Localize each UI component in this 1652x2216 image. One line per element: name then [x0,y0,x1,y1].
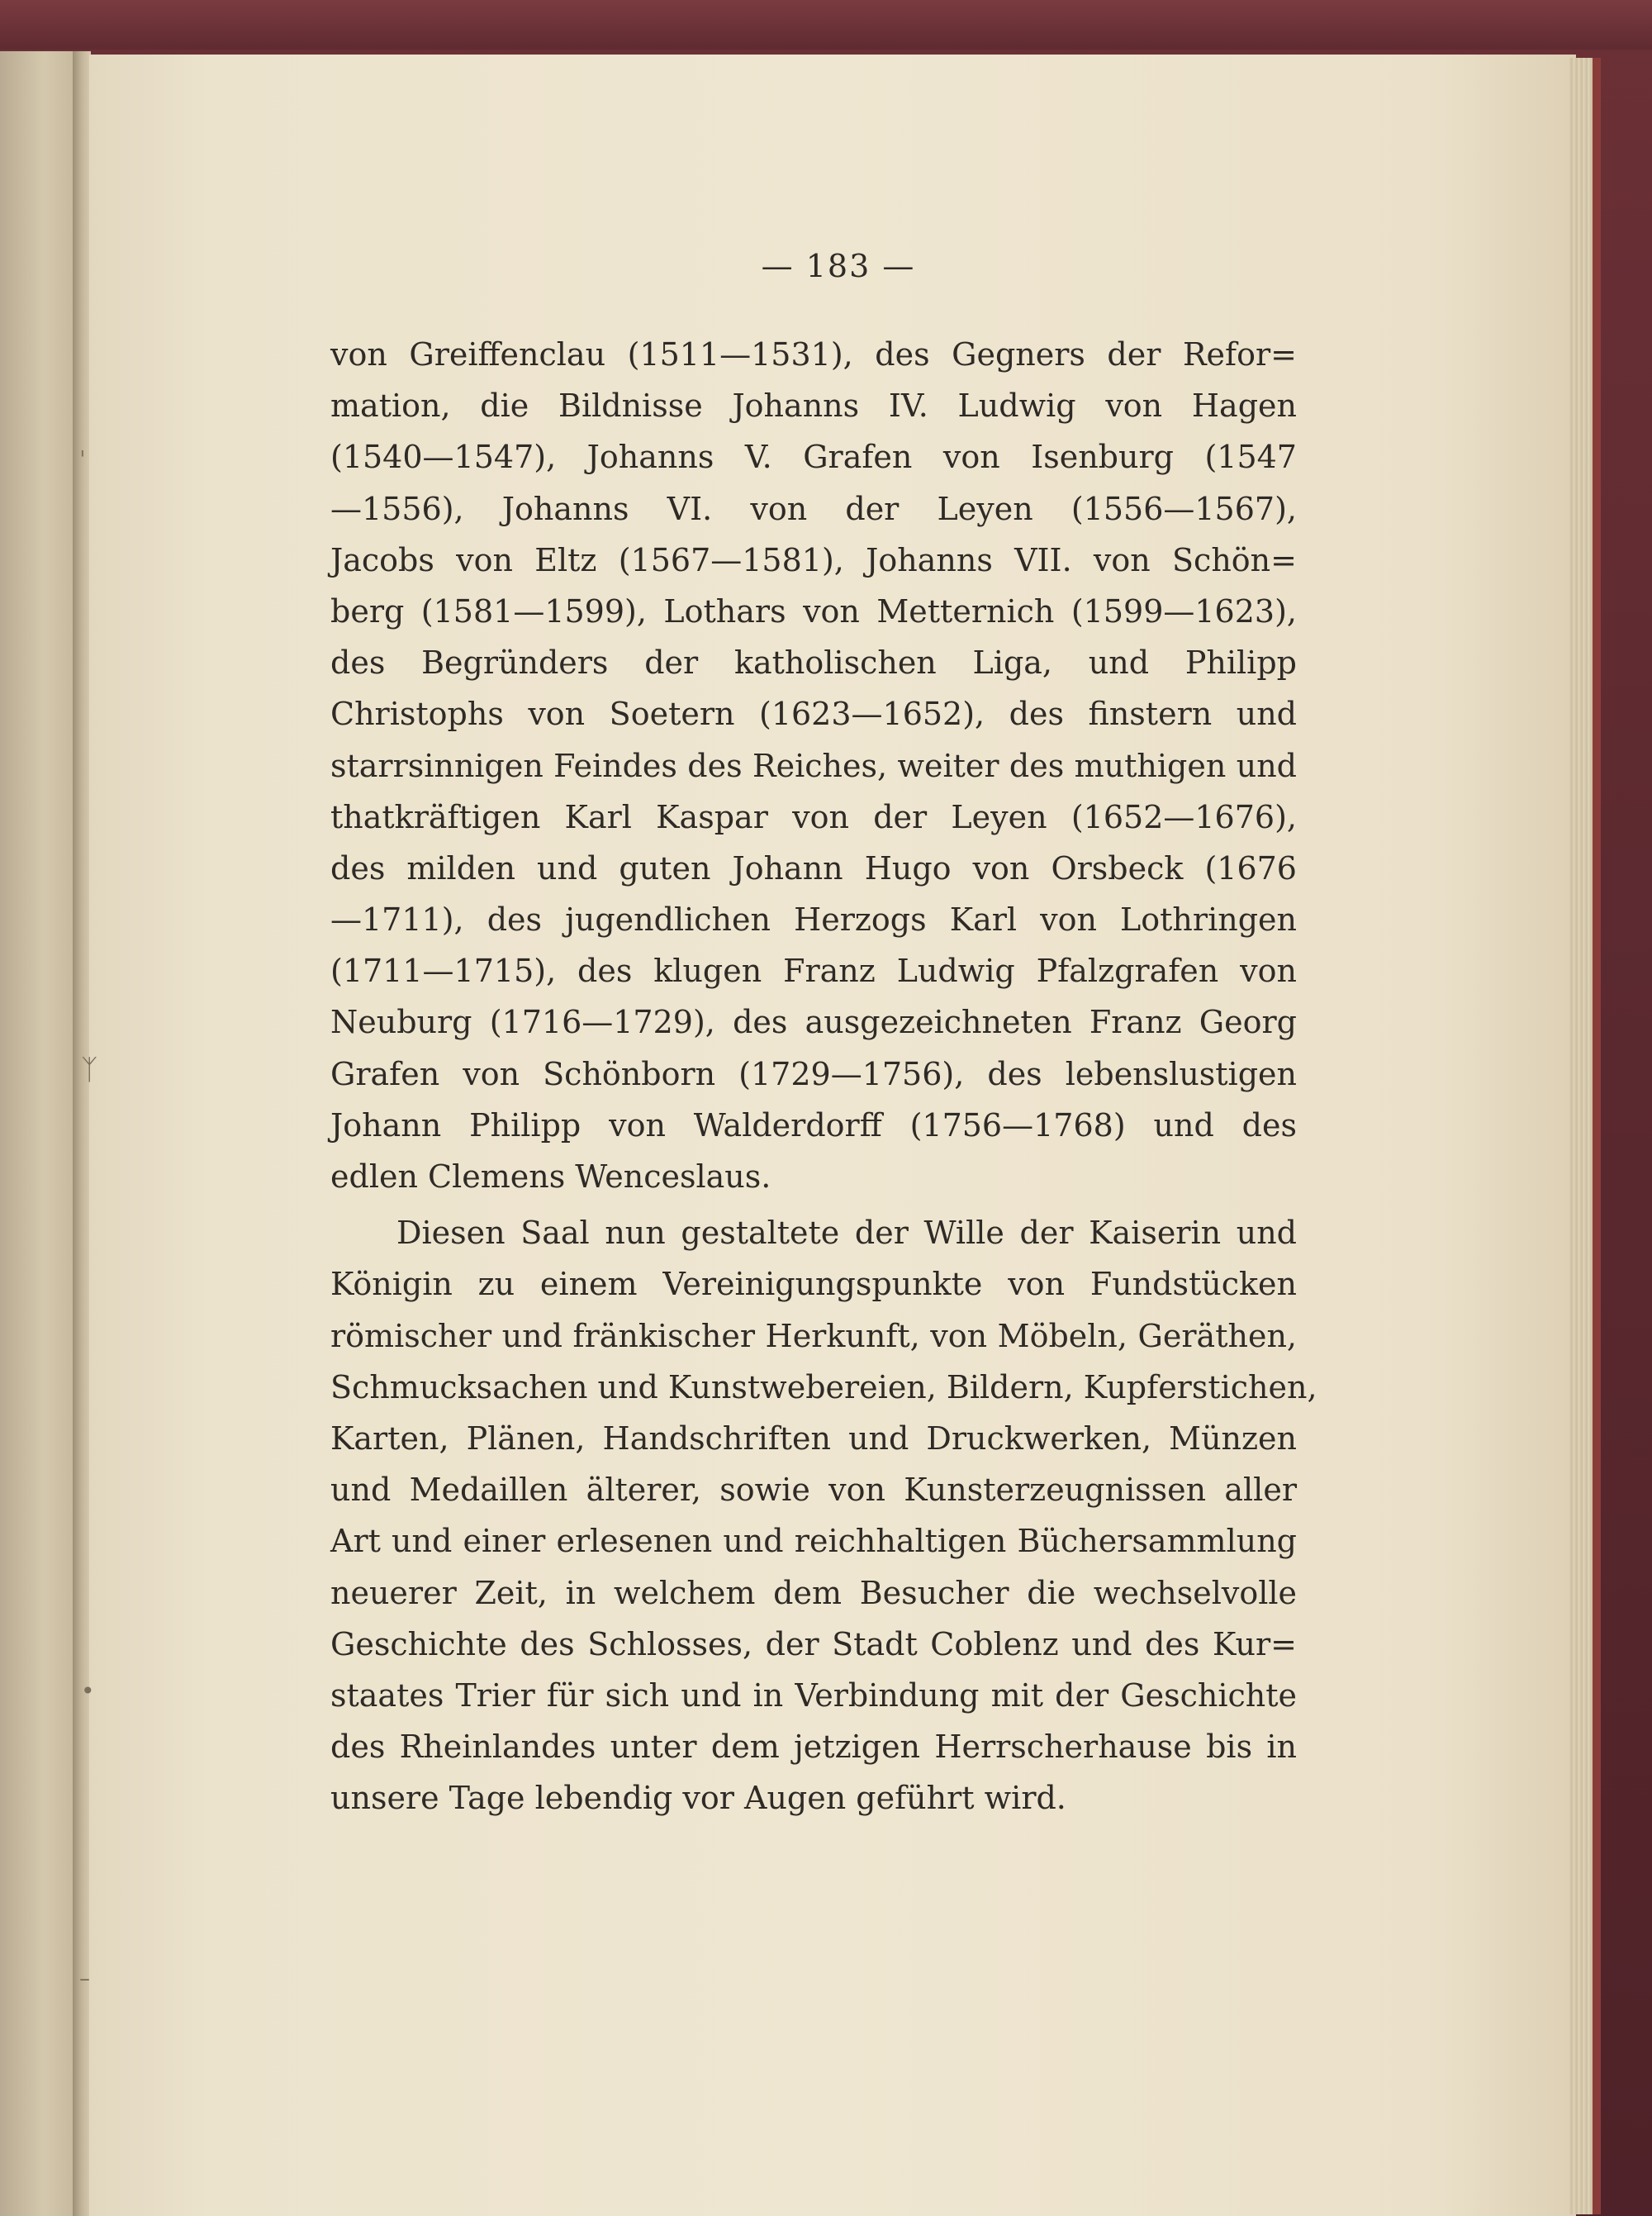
text-line: Art und einer erlesenen und reichhaltigen Büchersammlung [330,1523,1297,1560]
page-text [330,248,1317,1824]
text-line: Jacobs von Eltz (1567—1581), Johanns VII. von Schön= [330,541,1297,578]
text-line: neuerer Zeit, in welchem dem Besucher die wechselvolle [330,1574,1297,1611]
text-line: von Greiffenclau (1511—1531), des Gegners der Refor= [330,336,1297,373]
text-line: des milden und guten Johann Hugo von Orsbeck (1676 [330,849,1297,887]
text-line: des Begründers der katholischen Liga, und Philipp [330,644,1297,682]
text-line: edlen Clemens Wenceslaus. [330,1158,771,1195]
text-line: Königin zu einem Vereinigungspunkte von Fundstücken [330,1266,1297,1303]
text-line: Johann Philipp von Walderdorff (1756—1768) und des [330,1106,1297,1144]
text-line: staates Trier für sich und in Verbindung mit der Geschichte [330,1676,1297,1714]
text-line: Christophs von Soetern (1623—1652), des finstern und [330,696,1297,733]
margin-mark: ᛉ [81,1053,98,1087]
margin-mark: • [81,1677,95,1705]
text-line: —1556), Johanns VI. von der Leyen (1556—1567), [330,490,1297,527]
text-line: Diesen Saal nun gestaltete der Wille der Kaiserin und [396,1215,1297,1252]
text-line: Grafen von Schönborn (1729—1756), des lebenslustigen [330,1055,1297,1092]
page-number-header: — 183 — [761,248,916,284]
text-line: (1711—1715), des klugen Franz Ludwig Pfalzgrafen von [330,953,1297,990]
text-line: (1540—1547), Johanns V. Grafen von Isenburg (1547 [330,439,1297,476]
text-line: Neuburg (1716—1729), des ausgezeichneten Franz Georg [330,1004,1297,1041]
text-line: berg (1581—1599), Lothars von Metternich (1599—1623), [330,592,1297,630]
text-line: unsere Tage lebendig vor Augen geführt wird. [330,1780,1066,1817]
text-line: mation, die Bildnisse Johanns IV. Ludwig von Hagen [330,388,1297,425]
cover-top-edge [0,0,1652,50]
paragraph-1 [330,329,1297,1202]
spine-gutter [73,51,91,2216]
text-line: —1711), des jugendlichen Herzogs Karl von Lothringen [330,901,1297,939]
text-line: Schmucksachen und Kunstwebereien, Bildern, Kupferstichen, [330,1368,1317,1405]
text-line: des Rheinlandes unter dem jetzigen Herrscherhause bis in [330,1729,1297,1766]
paragraph-2 [330,1207,1317,1824]
text-line: starrsinnigen Feindes des Reiches, weiter des muthigen und [330,747,1297,784]
text-line: und Medaillen älterer, sowie von Kunsterzeugnissen aller [330,1472,1297,1509]
text-line: thatkräftigen Karl Kaspar von der Leyen (1652—1676), [330,798,1297,835]
margin-mark: ˈ [79,446,86,473]
margin-mark: – [79,1966,90,1991]
page-edges [1569,58,1594,2214]
text-line: Geschichte des Schlosses, der Stadt Coblenz und des Kur= [330,1625,1297,1662]
left-page-strip [0,51,74,2216]
text-line: Karten, Plänen, Handschriften und Druckwerken, Münzen [330,1419,1297,1457]
text-line: römischer und fränkischer Herkunft, von Möbeln, Geräthen, [330,1317,1297,1354]
cover-edge [1593,58,1601,2214]
